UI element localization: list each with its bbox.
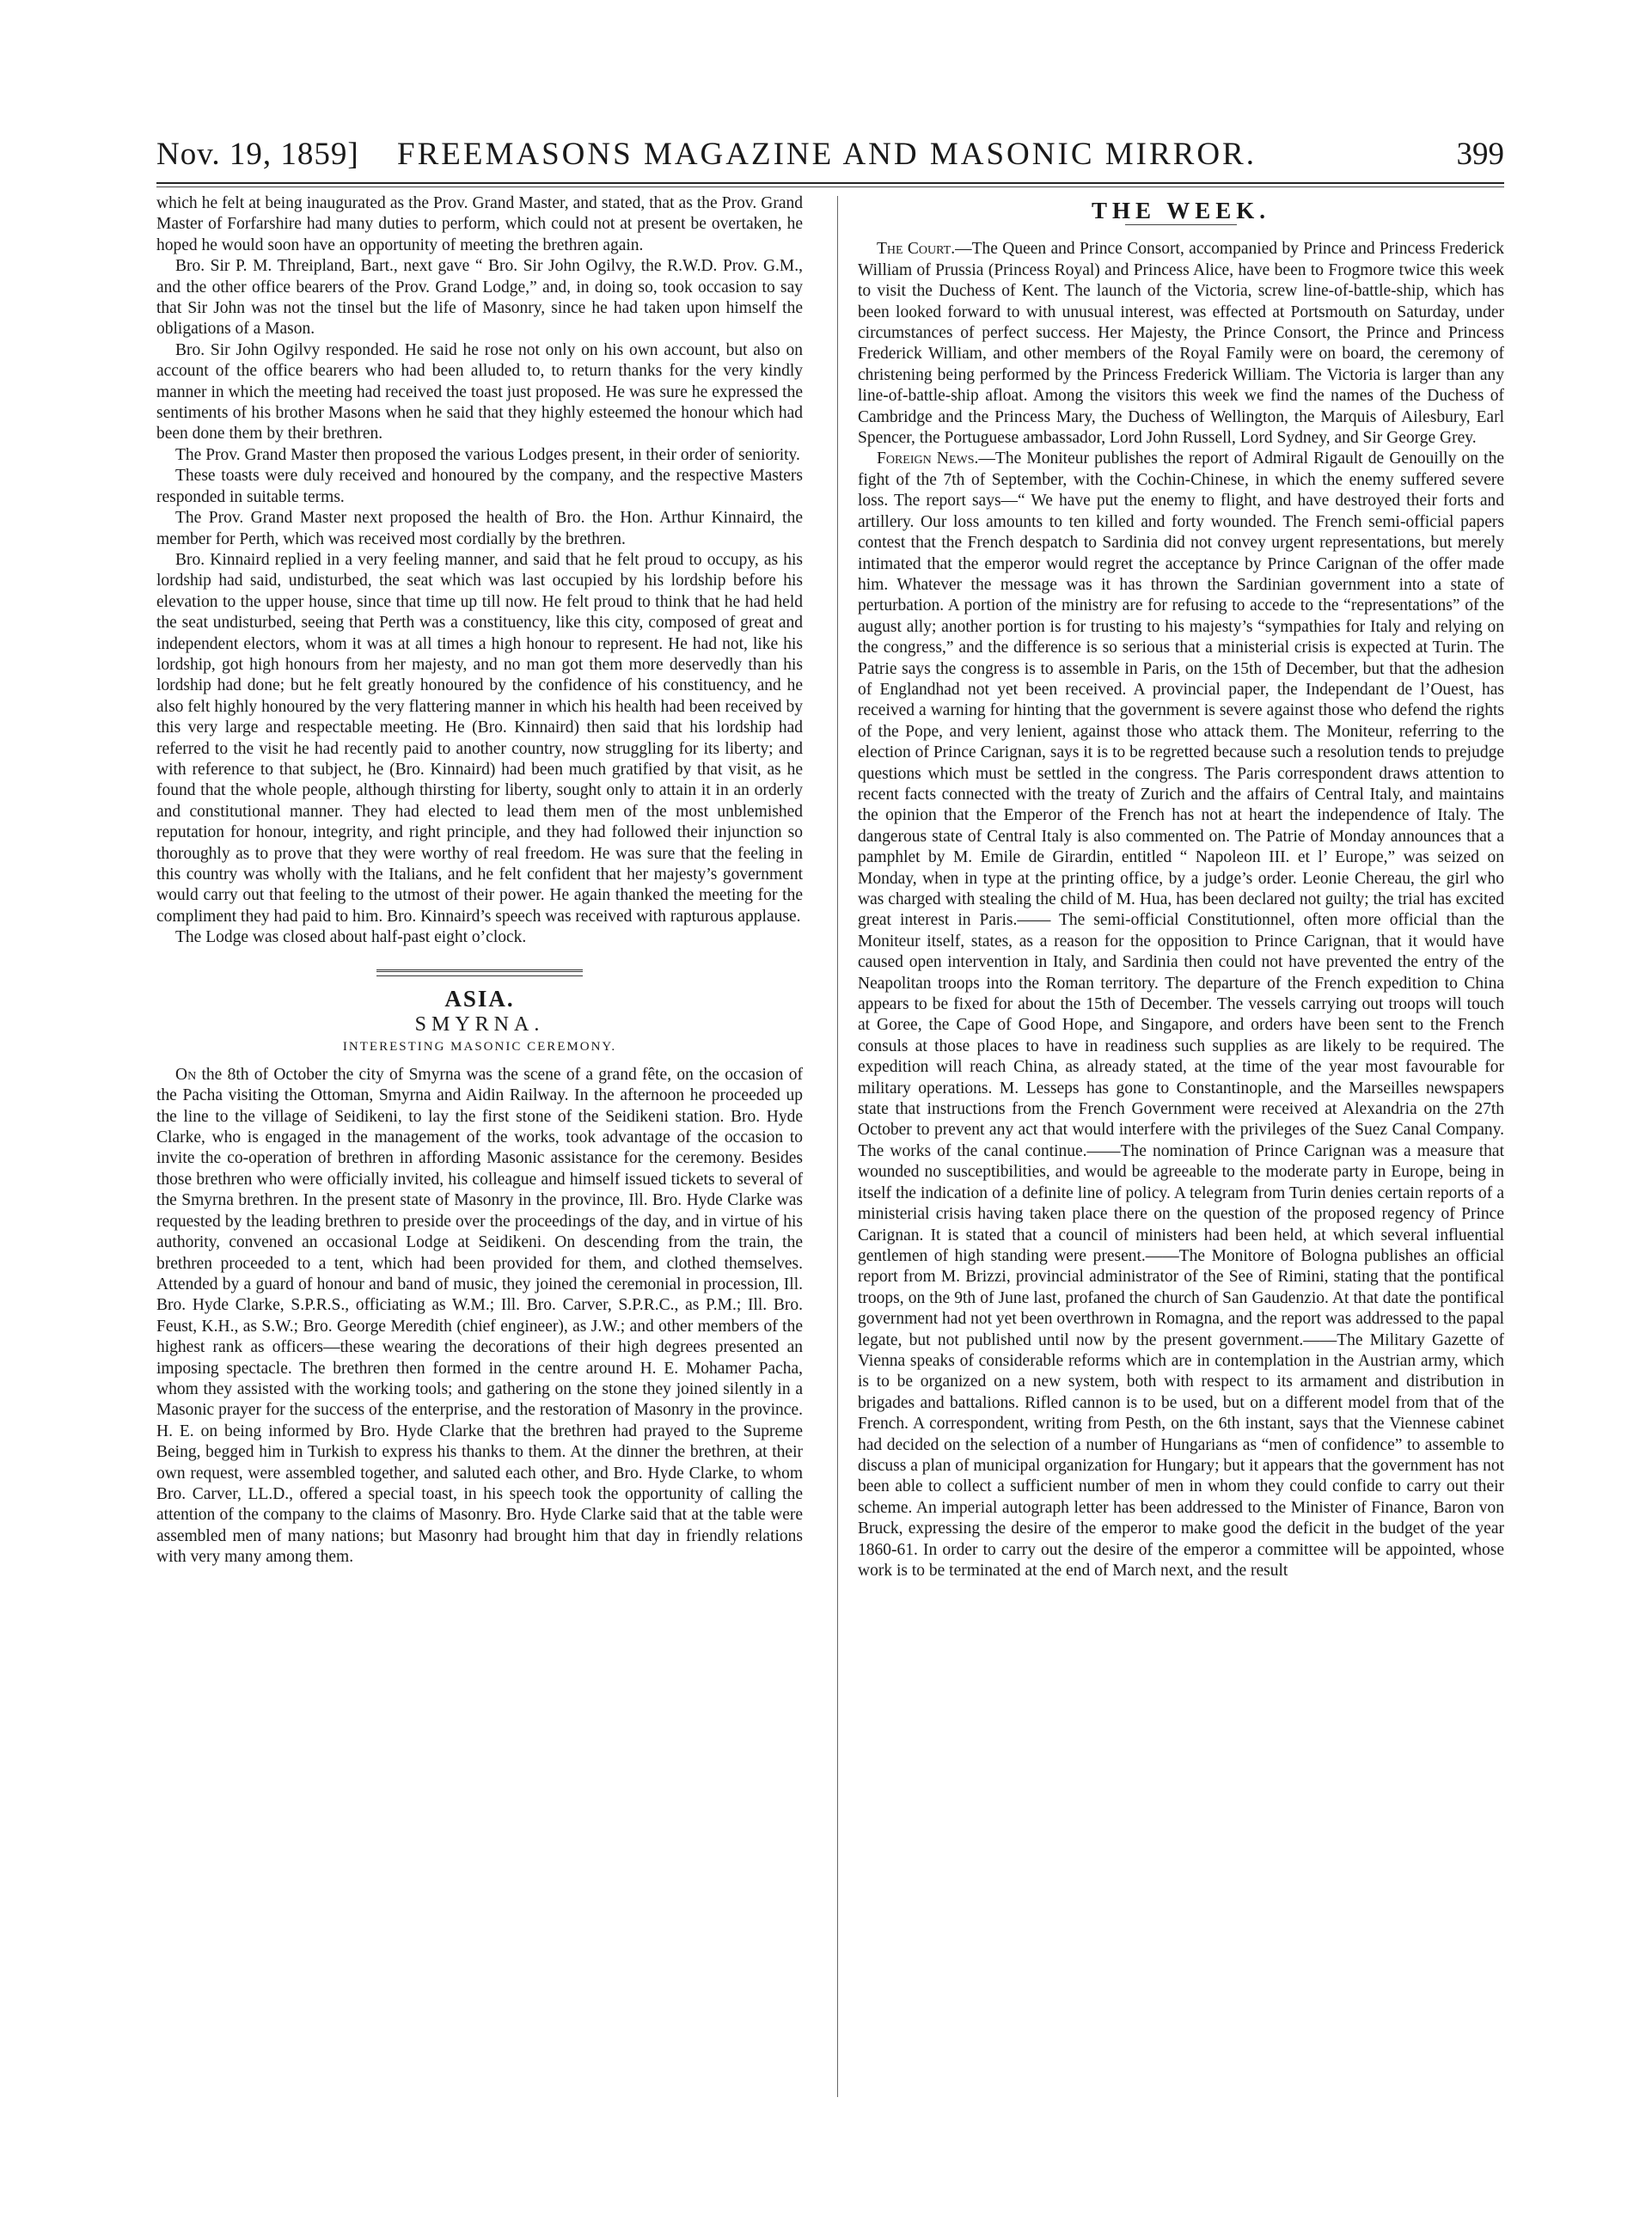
right-column bbox=[858, 193, 1504, 1581]
paragraph: The Prov. Grand Master then proposed the various Lodges present, in their order of seniority. bbox=[175, 445, 800, 464]
lead-heading: The Court. bbox=[877, 240, 956, 259]
article-paragraph bbox=[156, 1065, 803, 1569]
section-title-asia: ASIA. bbox=[444, 985, 515, 1012]
page-number: 399 bbox=[1456, 137, 1504, 172]
lead-word: On bbox=[175, 1065, 197, 1084]
lead-heading: Foreign News. bbox=[877, 449, 979, 468]
title-underline bbox=[1125, 224, 1237, 225]
section-divider bbox=[376, 969, 583, 976]
paragraph: The Lodge was closed about half-past eight o’clock. bbox=[175, 928, 527, 947]
foreign-news-paragraph bbox=[858, 449, 1504, 1581]
column-divider bbox=[837, 196, 838, 2097]
running-header bbox=[156, 136, 1504, 187]
subsection-subtitle: INTERESTING MASONIC CEREMONY. bbox=[342, 1040, 617, 1055]
paragraph: The Prov. Grand Master next proposed the health of Bro. the Hon. Arthur Kinnaird, the member for Perth, which was received most cordially by the brethren. bbox=[156, 509, 803, 548]
issue-date: Nov. 19, 1859] bbox=[156, 137, 359, 172]
magazine-title: FREEMASONS MAGAZINE AND MASONIC MIRROR. bbox=[397, 137, 1257, 172]
paragraph: Bro. Sir P. M. Threipland, Bart., next gave “ Bro. Sir John Ogilvy, the R.W.D. Prov. G.M., and the other office bearers of the Prov. Grand Lodge,” and, in doing so, took occasion to say that Sir John was not the tinsel but the life of Masonry, since he had taken upon himself the obligations of a Mason. bbox=[156, 257, 803, 339]
paragraph: These toasts were duly received and honoured by the company, and the respective Masters responded in suitable terms. bbox=[156, 467, 803, 506]
left-column bbox=[156, 193, 803, 1569]
subsection-title-smyrna: SMYRNA. bbox=[414, 1013, 545, 1037]
court-text: —The Queen and Prince Consort, accompanied by Prince and Princess Frederick William of Prussia (Princess Royal) and Princess Alice, have been to Frogmore twice this week to visit the Duchess of Kent. The launch of the Victoria, screw line-of-battle-ship, which has been looked forward to with unusual interest, was effected at Portsmouth on Saturday, under circumstances of perfect success. Her Majesty, the Prince Consort, the Prince and Princess Frederick William, and other members of the Royal Family were on board, the ceremony of christening being performed by the Princess Frederick William. The Victoria is larger than any line-of-battle-ship afloat. Among the visitors this week we find the names of the Duchess of Cambridge and the Princess Mary, the Duchess of Wellington, the Marquis of Ailesbury, Earl Spencer, the Portuguese ambassador, Lord John Russell, Lord Sydney, and Sir George Grey. bbox=[858, 240, 1504, 448]
section-title-the-week: THE WEEK. bbox=[1091, 198, 1271, 223]
court-paragraph bbox=[858, 239, 1504, 449]
article-text: the 8th of October the city of Smyrna was the scene of a grand fête, on the occasion of the Pacha visiting the Ottoman, Smyrna and Aidin Railway. In the afternoon he proceeded up the line to the village of Seidikeni, to lay the first stone of the Seidikeni station. Bro. Hyde Clarke, who is engaged in the management of the works, took advantage of the occasion to invite the co-operation of brethren in affording Masonic assistance for the ceremony. Besides those brethren who were officially invited, his colleague and himself issued tickets to several of the Smyrna brethren. In the present state of Masonry in the province, Ill. Bro. Hyde Clarke was requested by the leading brethren to preside over the proceedings of the day, and in virtue of his authority, convened an occasional Lodge at Seidikeni. On descending from the train, the brethren proceeded to a tent, which had been provided for them, and clothed themselves. Attended by a guard of honour and band of music, they joined the ceremonial in procession, Ill. Bro. Hyde Clarke, S.P.R.S., officiating as W.M.; Ill. Bro. Carver, S.P.R.C., as P.M.; Ill. Bro. Feust, K.H., as S.W.; Bro. George Meredith (chief engineer), as J.W.; and other members of the highest rank as officers—these wearing the decorations of their high degrees presented an imposing spectacle. The brethren then formed in the centre around H. E. Mohamer Pacha, whom they assisted with the working tools; and gathering on the stone they joined silently in a Masonic prayer for the success of the enterprise, and the restoration of Masonry in the province. H. E. on being informed by Bro. Hyde Clarke that the brethren had prayed to the Supreme Being, begged him in Turkish to express his thanks to them. At the dinner the brethren, at their own request, were assembled together, and saluted each other, and Bro. Hyde Clarke, to whom Bro. Carver, LL.D., offered a special toast, in his speech took the opportunity of calling the attention of the company to the claims of Masonry. Bro. Hyde Clarke said that at the table were assembled men of many nations; but Masonry had brought him that day in friendly relations with very many among them. bbox=[156, 1065, 803, 1567]
paragraph: Bro. Sir John Ogilvy responded. He said he rose not only on his own account, but also on account of the office bearers who had been alluded to, to return thanks for the very kindly manner in which the meeting had received the toast just proposed. He was sure he expressed the sentiments of his brother Masons when he said that they highly esteemed the honour which had been done them by their brethren. bbox=[156, 340, 803, 443]
paragraph: Bro. Kinnaird replied in a very feeling manner, and said that he felt proud to occupy, as his lordship had said, undisturbed, the seat which was last occupied by his lordship before his elevation to the upper house, since that time up till now. He felt proud to think that he had held the seat undisturbed, seeing that Perth was a constituency, like this city, composed of great and independent electors, whom it was at all times a high honour to represent. He had not, like his lordship, got high honours from her majesty, and no man got them more deservedly than his lordship had done; but he felt greatly honoured by the confidence of his constituency, and he also felt highly honoured by the very flattering manner in which his health had been received by this very large and respectable meeting. He (Bro. Kinnaird) then said that his lordship had referred to the visit he had recently paid to another country, now struggling for its liberty; and with reference to that subject, he (Bro. Kinnaird) had been much gratified by that visit, as he found that the whole people, although thirsting for liberty, sought only to attain it in an orderly and constitutional manner. They had elected to lead them men of the most unblemished reputation for honour, integrity, and right principle, and they had followed their injunction so thoroughly as to prove that they were worthy of real freedom. He was sure that the feeling in this country was wholly with the Italians, and he felt confident that her majesty’s government would carry out that feeling to the utmost of their power. He again thanked the meeting for the compliment they had paid to him. Bro. Kinnaird’s speech was received with rapturous applause. bbox=[156, 550, 803, 926]
foreign-news-text: —The Moniteur publishes the report of Admiral Rigault de Genouilly on the fight of the 7th of September, with the Cochin-Chinese, in which the enemy suffered severe loss. The report says—“ We have put the enemy to flight, and have destroyed their forts and artillery. Our loss amounts to ten killed and forty wounded. The French semi-official papers contest that the French despatch to Sardinia did not convey urgent representations, but merely intimated that the emperor would regret the acceptance by Prince Carignan of the offer made him. Whatever the message was it has thrown the Sardinian government into a state of perturbation. A portion of the ministry are for refusing to accede to the “representations” of the august ally; another portion is for trusting to his majesty’s “sympathies for Italy and relying on the congress,” and the difference is so serious that a ministerial crisis is expected at Turin. The Patrie says the congress is to assemble in Paris, on the 15th of December, but that the adhesion of Englandhad not yet been received. A provincial paper, the Independant de l’Ouest, has received a warning for hinting that the government is severe against those who defend the rights of the Pope, and very lenient, against those who attack them. The Moniteur, referring to the election of Prince Carignan, says it is to be regretted because such a resolution tends to prejudge questions which must be settled in the congress. The Paris correspondent draws attention to recent facts connected with the treaty of Zurich and the affairs of Central Italy, and maintains the opinion that the Emperor of the French has not at heart the independence of Italy. The dangerous state of Central Italy is also commented on. The Patrie of Monday announces that a pamphlet by M. Emile de Girardin, entitled “ Napoleon III. et l’ Europe,” was seized on Monday, when in type at the printing office, by a judge’s order. Leonie Chereau, the girl who was charged with stealing the child of M. Hua, has been declared not guilty; the trial has excited great interest in Paris.—— The semi-official Constitutionnel, often more official than the Moniteur itself, states, as a reason for the opposition to Prince Carignan, that it would have caused open intervention in Italy, and Sardinia then could not have prevented the entry of the Neapolitan troops into the Roman territory. The departure of the French expedition to China appears to be fixed for about the 15th of December. The vessels carrying out troops will touch at Goree, the Cape of Good Hope, and Singapore, and orders have been sent to the French consuls at those places to have in readiness such supplies as are likely to be required. The expedition will reach China, as already stated, at the time of the year most favourable for military operations. M. Lesseps has gone to Constantinople, and the Marseilles newspapers state that instructions from the French Government were received at Alexandria on the 27th October to prevent any act that would interfere with the privileges of the Suez Canal Company. The works of the canal continue.——The nomination of Prince Carignan was a measure that wounded no susceptibilities, and would be agreeable to the moderate party in Europe, being in itself the indication of a definite line of policy. A telegram from Turin denies certain reports of a ministerial crisis having taken place there on the question of the proposed regency of Prince Carignan. It is stated that a council of ministers had been held, at which several influential gentlemen of high standing were present.——The Monitore of Bologna publishes an official report from M. Brizzi, provincial administrator of the See of Rimini, stating that the pontifical troops, on the 9th of June last, profaned the church of San Gaudenzio. At that date the pontifical government had not yet been overthrown in Romagna, and the report was addressed to the papal legate, but not published until now by the present government.——The Military Gazette of Vienna speaks of considerable reforms which are in contemplation in the Austrian army, which is to be organized on a new system, both with respect to its armament and distribution in brigades and battalions. Rifled cannon is to be used, but on a different model from that of the French. A correspondent, writing from Pesth, on the 6th instant, says that the Viennese cabinet had decided on the selection of a number of Hungarians as “men of confidence” to assemble to discuss a plan of municipal organization for Hungary; but it appears that the government has not been able to collect a sufficient number of men in whom they could confide to carry out their scheme. An imperial autograph letter has been addressed to the Minister of Finance, Baron von Bruck, expressing the desire of the emperor to make good the deficit in the budget of the year 1860-61. In order to carry out the desire of the emperor a committee will be appointed, whose work is to be terminated at the end of March next, and the result bbox=[858, 449, 1504, 1580]
header-rule bbox=[156, 182, 1504, 184]
paragraph: which he felt at being inaugurated as the Prov. Grand Master, and stated, that as the Prov. Grand Master of Forfarshire had many duties to perform, which could not at present be overtaken, he hoped he would soon have an opportunity of meeting the brethren again. bbox=[156, 194, 803, 254]
